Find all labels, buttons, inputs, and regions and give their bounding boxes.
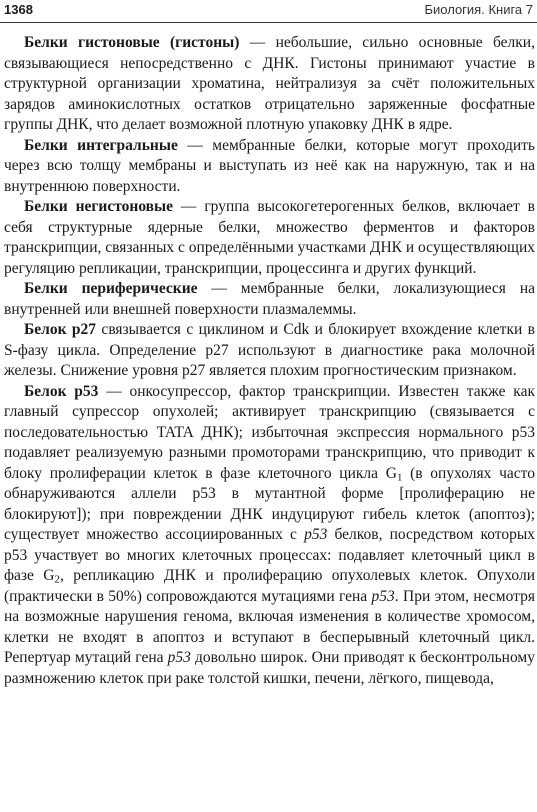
entry-definition-part: белков, посредством которых p53 участвует во многих клеточных процессах: подавляет клеточный цикл в фазе G	[4, 526, 535, 584]
entry-term: Белок p27	[24, 321, 97, 338]
entry-definition-part: , репликацию ДНК и пролиферацию опухолевых клеток. Опухоли (практически в 50%) сопровождаются мутациями гена	[4, 567, 536, 605]
entry-definition-part: — онкосупрессор, фактор транскрипции. Известен также как главный супрессор опухолей; активирует транскрипцию (связывается с последовательностью TATA ДНК); избыточная экспрессия нормального p53 подавляет реализуемую разными промоторами транскрипцию, что приводит к блоку пролиферации клеток в фазе клеточного цикла G	[4, 382, 535, 482]
entry-term: Белки периферические	[24, 280, 198, 297]
entry-definition: — группа высокогетерогенных белков, включает в себя структурные ядерные белки, множество ферментов и факторов транскрипции, связанных с определёнными участками ДНК и осуществляющих регуляцию репликации, транскрипции, процессинга и других функций.	[4, 198, 536, 277]
glossary-entry-histone-proteins	[4, 33, 535, 136]
running-header	[0, 0, 537, 23]
entry-term: Белок p53	[24, 382, 99, 400]
entry-term: Белки интегральные	[24, 136, 178, 154]
entry-definition: связывается с циклином и Cdk и блокирует вхождение клетки в S-фазу цикла. Определение p27 используют в диагностике рака молочной железы. Снижение уровня p27 является плохим прогностическим признаком.	[4, 321, 535, 379]
glossary-entry-p53	[4, 382, 535, 690]
subscript: 2	[54, 573, 60, 586]
gene-name-italic: p53	[167, 649, 191, 666]
gene-name-italic: p53	[304, 526, 328, 543]
glossary-entry-nonhistone-proteins	[4, 197, 535, 279]
entry-definition-part: . При этом, несмотря на возможные нарушения генома, включая изменения в количестве хромосом, клетки не входят в апоптоз и вступают в бесперывный клеточный цикл. Репертуар мутаций гена	[4, 587, 535, 666]
page-number: 1368	[4, 2, 33, 17]
entry-term: Белки гистоновые (гистоны)	[24, 34, 240, 51]
entry-definition: — мембранные белки, которые могут проходить через всю толщу мембраны и выступать из неё как на наружную, так и на внутреннюю поверхности.	[4, 136, 535, 195]
gene-name-italic: p53	[371, 587, 395, 605]
book-title: Биология. Книга 7	[424, 2, 533, 17]
subscript: 1	[396, 471, 403, 484]
glossary-body	[4, 33, 535, 689]
glossary-entry-peripheral-proteins	[4, 279, 535, 320]
entry-definition-part: довольно широк. Они приводят к бесконтрольному размножению клеток при раке толстой кишки, печени, лёгкого, пищевода,	[4, 649, 535, 687]
glossary-entry-integral-proteins	[4, 136, 535, 198]
entry-definition-part: (в опухолях часто обнаруживаются аллели p53 в мутантной форме [пролиферацию не блокируют]); при повреждении ДНК индуцируют гибель клеток (апоптоз); существует множество ассоциированных с	[4, 464, 536, 543]
glossary-entry-p27	[4, 320, 535, 382]
entry-term: Белки негистоновые	[24, 198, 174, 215]
entry-definition: — мембранные белки, локализующиеся на внутренней или внешней поверхности плазмалеммы.	[4, 280, 535, 318]
entry-definition: — небольшие, сильно основные белки, связывающиеся непосредственно с ДНК. Гистоны принимают участие в структурной организации хроматина, нейтрализуя за счёт положительных зарядов аминокислотных остатков отрицательно заряженные фосфатные группы ДНК, что делает возможной плотную упаковку ДНК в ядре.	[4, 34, 535, 133]
